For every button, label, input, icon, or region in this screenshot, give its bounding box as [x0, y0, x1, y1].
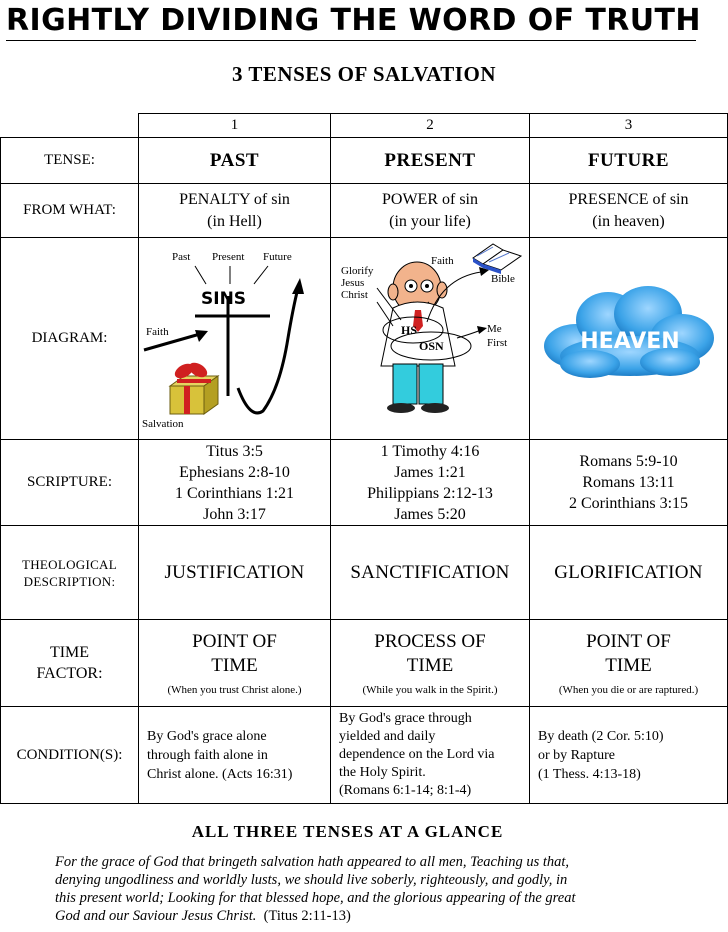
from-what-line: PENALTY of sin: [179, 190, 290, 208]
present-label: Present: [211, 251, 244, 263]
diagram-row: [1, 238, 728, 440]
tense-present: PRESENT: [331, 138, 530, 184]
from-what-line: (in heaven): [592, 212, 665, 230]
condition-line: By God's grace through: [339, 711, 472, 726]
condition-line: dependence on the Lord via: [339, 747, 495, 762]
condition-past: [139, 707, 331, 804]
scripture-ref: Ephesians 2:8-10: [179, 463, 290, 481]
scripture-future: [530, 440, 728, 526]
from-what-line: POWER of sin: [382, 190, 478, 208]
future-diagram-svg: [530, 238, 728, 434]
row-label-theological: [1, 526, 139, 620]
tense-row: [1, 138, 728, 184]
theological-row: [1, 526, 728, 620]
verse-line: denying ungodliness and worldly lusts, we should live soberly, righteously, and godly, in: [55, 872, 568, 888]
glorify-label: Jesus: [341, 277, 365, 289]
scripture-ref: Titus 3:5: [206, 442, 263, 460]
tense-past: PAST: [139, 138, 331, 184]
from-what-row: [1, 184, 728, 238]
scripture-present: [331, 440, 530, 526]
theological-future: GLORIFICATION: [530, 526, 728, 620]
condition-line: By death (2 Cor. 5:10): [538, 728, 664, 744]
from-what-present: [331, 184, 530, 238]
time-factor-past: [139, 620, 331, 707]
time-factor-future: [530, 620, 728, 707]
titus-verse: [55, 853, 695, 925]
time-main: PROCESS OF: [374, 631, 486, 652]
row-label-condition: CONDITION(S):: [1, 707, 139, 804]
glorify-label: Christ: [341, 289, 368, 301]
time-main: TIME: [605, 655, 652, 676]
theological-present: SANCTIFICATION: [331, 526, 530, 620]
scripture-ref: Romans 5:9-10: [579, 453, 678, 470]
column-number: 2: [331, 114, 530, 138]
osn-label: OSN: [419, 339, 444, 353]
gift-icon: [170, 360, 218, 414]
me-first-label: Me: [487, 323, 502, 335]
condition-present: [331, 707, 530, 804]
verse-line: [55, 907, 695, 925]
salvation-label: Salvation: [141, 418, 184, 430]
present-diagram-svg: [331, 238, 529, 434]
row-label-diagram: DIAGRAM:: [1, 238, 139, 440]
diagram-present: [331, 238, 530, 440]
column-number: 3: [530, 114, 728, 138]
condition-line: (Romans 6:1-14; 8:1-4): [339, 783, 472, 798]
salvation-curve: [238, 288, 298, 413]
condition-line: through faith alone in: [147, 747, 268, 763]
row-label-time-factor: [1, 620, 139, 707]
label-line: DESCRIPTION:: [23, 573, 116, 589]
verse-reference: (Titus 2:11-13): [263, 908, 351, 924]
glance-title: ALL THREE TENSES AT A GLANCE: [191, 822, 504, 841]
me-first-label: First: [487, 337, 508, 349]
row-label-tense: TENSE:: [1, 138, 139, 184]
me-first-arrow-head: [477, 326, 487, 334]
from-what-line: PRESENCE of sin: [568, 190, 689, 208]
verse-text: God and our Saviour Jesus Christ.: [55, 908, 257, 924]
column-number-row: [1, 114, 728, 138]
diagram-future: [530, 238, 728, 440]
diagram-past: [139, 238, 331, 440]
time-factor-row: [1, 620, 728, 707]
salvation-table: [0, 113, 728, 804]
pointer-line: [254, 266, 268, 284]
theological-past: JUSTIFICATION: [139, 526, 331, 620]
from-what-future: [530, 184, 728, 238]
time-note: (When you die or are raptured.): [558, 684, 699, 696]
verse-line: this present world; Looking for that blessed hope, and the glorious appearing of the great: [55, 890, 576, 906]
row-label-from-what: FROM WHAT:: [1, 184, 139, 238]
tense-future: FUTURE: [530, 138, 728, 184]
scripture-ref: Romans 13:11: [582, 474, 675, 491]
scripture-ref: 1 Timothy 4:16: [380, 442, 480, 460]
curve-arrow-head: [292, 278, 304, 294]
row-label-scripture: SCRIPTURE:: [1, 440, 139, 526]
scripture-ref: James 1:21: [394, 463, 466, 481]
label-line: FACTOR:: [36, 665, 103, 682]
scripture-ref: 1 Corinthians 1:21: [174, 484, 295, 502]
glorify-label: Glorify: [341, 265, 374, 277]
time-main: TIME: [211, 655, 258, 676]
past-diagram-svg: [140, 238, 330, 434]
sins-label: SINS: [200, 289, 246, 309]
condition-line: yielded and daily: [339, 729, 436, 744]
time-main: TIME: [406, 655, 454, 676]
label-line: TIME: [49, 644, 90, 661]
me-first-arrow: [457, 330, 481, 338]
condition-row: [1, 707, 728, 804]
time-main: POINT OF: [586, 631, 671, 652]
future-label: Future: [262, 251, 292, 263]
condition-line: (1 Thess. 4:13-18): [538, 766, 641, 782]
condition-line: the Holy Spirit.: [339, 765, 426, 780]
scripture-ref: Philippians 2:12-13: [367, 484, 493, 502]
page-title: RIGHTLY DIVIDING THE WORD OF TRUTH: [6, 2, 696, 41]
condition-line: Christ alone. (Acts 16:31): [147, 766, 293, 782]
scripture-ref: 2 Corinthians 3:15: [568, 495, 689, 512]
from-what-line: (in Hell): [207, 212, 262, 230]
condition-line: or by Rapture: [538, 747, 615, 763]
condition-line: By God's grace alone: [147, 728, 267, 744]
time-main: POINT OF: [192, 631, 277, 652]
heaven-label: HEAVEN: [580, 329, 680, 354]
past-label: Past: [171, 251, 190, 263]
time-factor-present: [331, 620, 530, 707]
from-what-line: (in your life): [389, 212, 471, 230]
label-line: THEOLOGICAL: [21, 556, 117, 572]
scripture-ref: James 5:20: [394, 505, 466, 523]
pointer-line: [195, 266, 206, 284]
time-note: (While you walk in the Spirit.): [362, 684, 498, 696]
verse-line: For the grace of God that bringeth salvation hath appeared to all men, Teaching us that,: [55, 854, 570, 870]
person-icon: [381, 262, 455, 413]
faith-label: Faith: [431, 255, 454, 267]
faith-label: Faith: [145, 326, 169, 338]
scripture-ref: John 3:17: [203, 505, 266, 523]
page-subtitle: 3 TENSES OF SALVATION: [232, 62, 496, 86]
scripture-row: [1, 440, 728, 526]
hs-label: HS: [401, 323, 418, 337]
column-number: 1: [139, 114, 331, 138]
time-note: (When you trust Christ alone.): [167, 684, 302, 696]
empty-corner-cell: [1, 114, 139, 138]
from-what-past: [139, 184, 331, 238]
scripture-past: [139, 440, 331, 526]
condition-future: [530, 707, 728, 804]
bible-label: Bible: [491, 273, 515, 285]
